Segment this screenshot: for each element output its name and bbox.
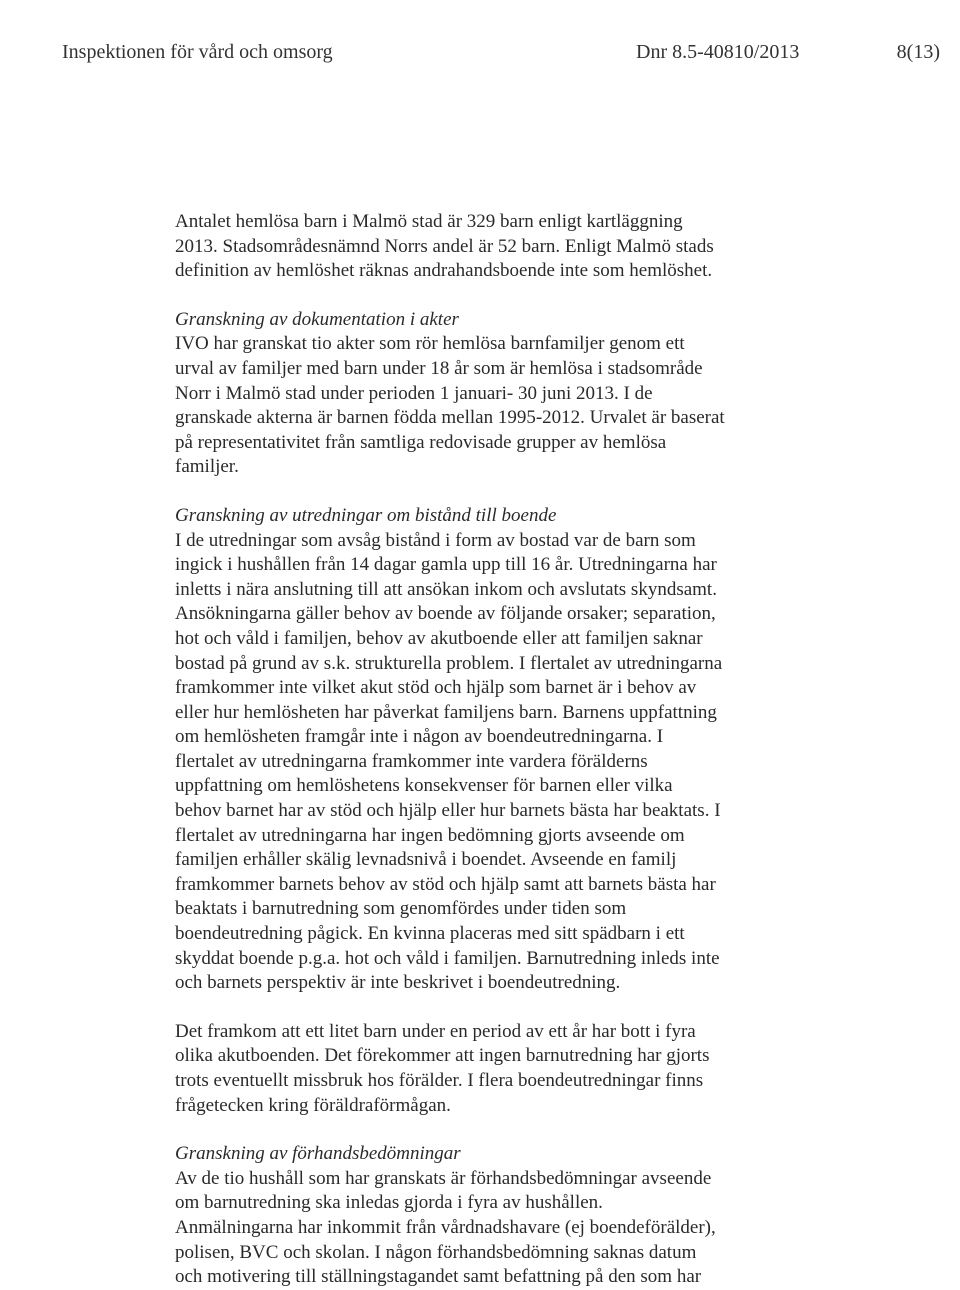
text-line: trots eventuellt missbruk hos förälder. I flera boendeutredningar finns [175,1070,704,1091]
text-line: Norr i Malmö stad under perioden 1 januari- 30 juni 2013. I de [175,382,653,404]
text-line: beaktats i barnutredning som genomfördes under tiden som [175,898,627,920]
section-akter [175,308,795,480]
text-line: Det framkom att ett litet barn under en period av ett år har bott i fyra [175,1020,696,1042]
text-line: Av de tio hushåll som har granskats är förhandsbedömningar avseende [175,1167,712,1189]
text-line: om hemlösheten framgår inte i någon av boendeutredningarna. I [175,726,664,748]
section-heading-forhandsbedomningar: Granskning av förhandsbedömningar [175,1143,461,1165]
agency-name: Inspektionen för vård och omsorg [62,41,333,63]
text-line: inletts i nära anslutning till att ansökan inkom och avslutats skyndsamt. [175,578,717,600]
text-line: polisen, BVC och skolan. I någon förhandsbedömning saknas datum [175,1241,697,1263]
text-line: framkommer inte vilket akut stöd och hjälp som barnet är i behov av [175,677,697,699]
text-line: och barnets perspektiv är inte beskrivet i boendeutredning. [175,972,621,994]
text-line: om barnutredning ska inledas gjorda i fyra av hushållen. [175,1192,603,1214]
text-line: familjen erhåller skälig levnadsnivå i boendet. Avseende en familj [175,849,677,871]
text-line: på representativitet från samtliga redovisade grupper av hemlösa [175,431,667,453]
text-line: bostad på grund av s.k. strukturella problem. I flertalet av utredningarna [175,652,723,674]
text-line: 2013. Stadsområdesnämnd Norrs andel är 52 barn. Enligt Malmö stads [175,235,714,257]
text-line: skyddat boende p.g.a. hot och våld i familjen. Barnutredning inleds inte [175,947,720,969]
case-number: Dnr 8.5-40810/2013 [636,41,800,63]
text-line: flertalet av utredningarna framkommer inte vardera förälderns [175,750,648,772]
text-line: urval av familjer med barn under 18 år som är hemlösa i stadsområde [175,357,703,379]
document-body [175,210,795,1290]
text-line: definition av hemlöshet räknas andrahandsboende inte som hemlöshet. [175,260,713,282]
text-line: granskade akterna är barnen födda mellan 1995-2012. Urvalet är baserat [175,407,725,429]
paragraph-framkom [175,1020,795,1118]
text-line: behov barnet har av stöd och hjälp eller hur barnets bästa har beaktats. I [175,800,721,822]
text-line: Antalet hemlösa barn i Malmö stad är 329 barn enligt kartläggning [175,211,683,232]
text-line: eller hur hemlösheten har påverkat familjens barn. Barnens uppfattning [175,701,717,723]
section-utredningar [175,504,795,996]
text-line: och motivering till ställningstagandet samt befattning på den som har [175,1266,702,1288]
intro-paragraph [175,210,795,284]
text-line: boendeutredning pågick. En kvinna placeras med sitt spädbarn i ett [175,923,685,945]
text-line: familjer. [175,456,239,478]
text-line: ingick i hushållen från 14 dagar gamla upp till 16 år. Utredningarna har [175,554,717,576]
text-line: flertalet av utredningarna har ingen bedömning gjorts avseende om [175,824,685,846]
text-line: olika akutboenden. Det förekommer att ingen barnutredning har gjorts [175,1045,710,1067]
text-line: framkommer barnets behov av stöd och hjälp samt att barnets bästa har [175,873,716,895]
text-line: uppfattning om hemlöshetens konsekvenser för barnen eller vilka [175,775,673,797]
text-line: frågetecken kring föräldraförmågan. [175,1094,451,1116]
section-heading-akter: Granskning av dokumentation i akter [175,308,459,330]
text-line: IVO har granskat tio akter som rör hemlösa barnfamiljer genom ett [175,333,685,355]
section-heading-utredningar: Granskning av utredningar om bistånd till boende [175,504,557,526]
page-header [62,36,946,68]
section-forhandsbedomningar [175,1142,795,1290]
text-line: Anmälningarna har inkommit från vårdnadshavare (ej boendeförälder), [175,1216,716,1238]
text-line: hot och våld i familjen, behov av akutboende eller att familjen saknar [175,627,703,649]
text-line: Ansökningarna gäller behov av boende av följande orsaker; separation, [175,603,716,625]
page-number: 8(13) [896,41,940,63]
text-line: I de utredningar som avsåg bistånd i form av bostad var de barn som [175,529,696,551]
